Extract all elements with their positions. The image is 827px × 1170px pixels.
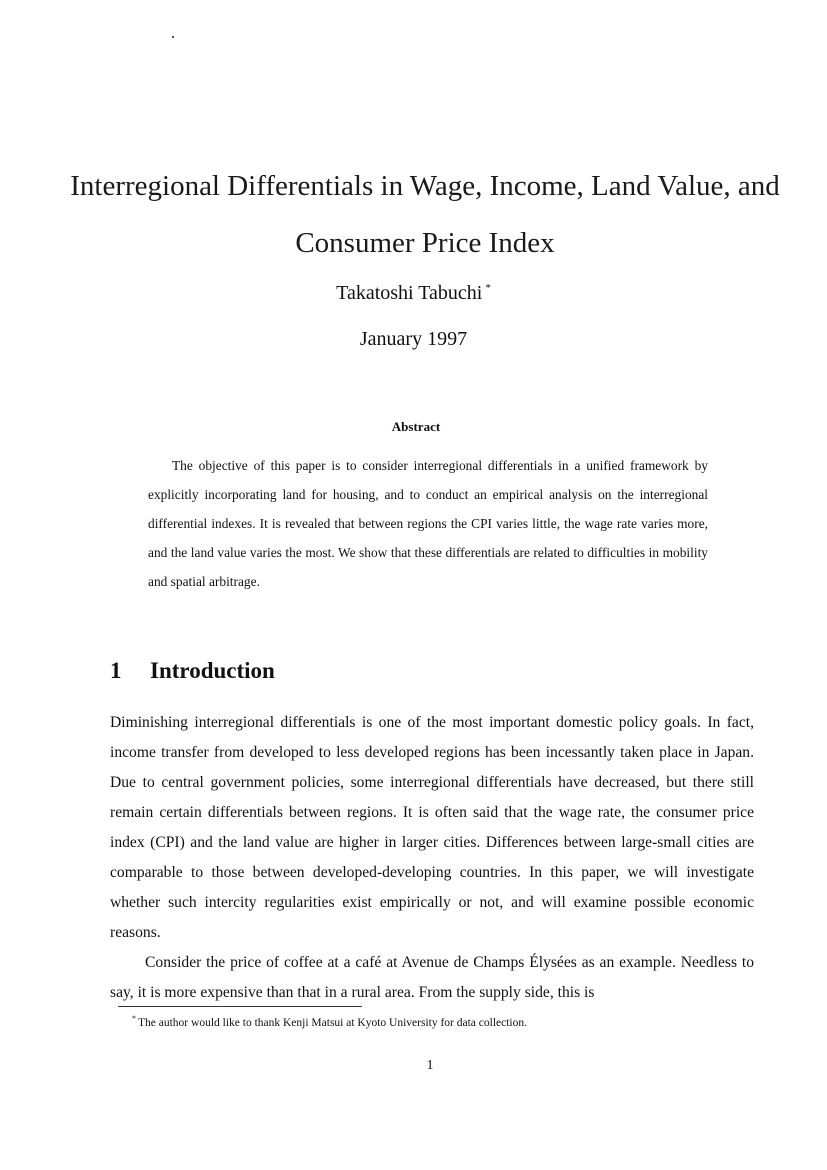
footnote bbox=[132, 1014, 527, 1029]
abstract-text-content: The objective of this paper is to consider interregional differentials in a unified framework by explicitly incorporating land for housing, and to conduct an empirical analysis on the interregional differential indexes. It is revealed that between regions the CPI varies little, the wage rate varies more, and the land value varies the most. We show that these differentials are related to difficulties in mobility and spatial arbitrage. bbox=[148, 458, 708, 589]
page-number: 1 bbox=[426, 1058, 434, 1073]
body-paragraph-2 bbox=[110, 948, 754, 1008]
section-heading bbox=[110, 658, 275, 684]
author-line bbox=[0, 282, 827, 305]
footnote-text: The author would like to thank Kenji Matsui at Kyoto University for data collection. bbox=[138, 1016, 527, 1029]
paper-title: Interregional Differentials in Wage, Income, Land Value, and Consumer Price Index bbox=[70, 170, 780, 259]
footnote-mark: * bbox=[132, 1014, 136, 1023]
scan-speck bbox=[172, 36, 174, 38]
body-paragraph-2-content: Consider the price of coffee at a café at Avenue de Champs Élysées as an example. Needless to say, it is more expensive than that in a rural area. From the supply side, this is bbox=[110, 954, 754, 1001]
abstract-text bbox=[148, 451, 708, 596]
author-footnote-mark: * bbox=[485, 282, 491, 295]
section-title: Introduction bbox=[150, 658, 275, 683]
body-paragraph: Diminishing interregional differentials is one of the most important domestic policy goals. In fact, income transfer from developed to less developed regions has been incessantly taken place in Japan. Due to central government policies, some interregional differentials have decreased, but there still remain certain differentials between regions. It is often said that the wage rate, the consumer price index (CPI) and the land value are higher in larger cities. Differences between large-small cities are comparable to those between developed-developing countries. In this paper, we will investigate whether such intercity regularities exist empirically or not, and will examine possible economic reasons. bbox=[110, 714, 754, 941]
author-name: Takatoshi Tabuchi bbox=[336, 282, 483, 304]
footnote-rule bbox=[118, 1006, 362, 1007]
body-text bbox=[110, 708, 754, 1008]
abstract-heading: Abstract bbox=[391, 419, 441, 434]
paper-date: January 1997 bbox=[359, 328, 468, 350]
section-number: 1 bbox=[110, 658, 122, 683]
